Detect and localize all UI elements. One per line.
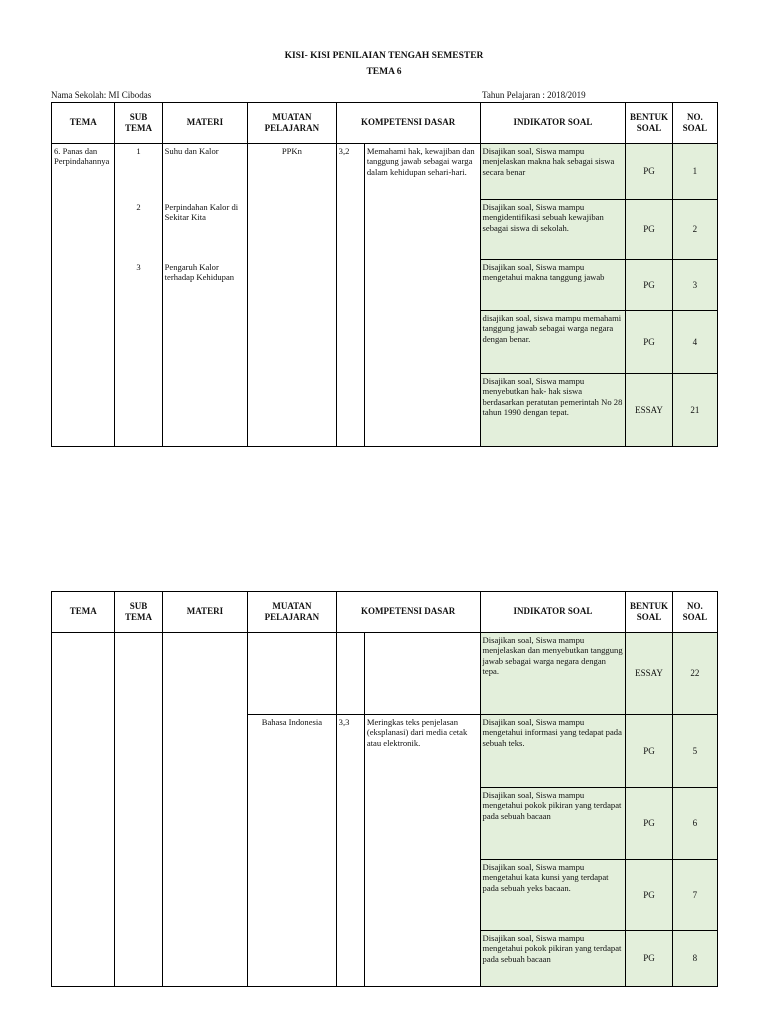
subtema-cell: 2 [115,200,162,260]
header-no: NO. SOAL [672,103,717,144]
no-soal-cell: 5 [672,715,717,788]
subtema-cell [115,374,162,447]
muatan-cell [248,633,337,715]
kd-text-cell [364,633,480,715]
tema-cell: 6. Panas dan Perpindahannya [52,144,115,447]
no-soal-cell: 21 [672,374,717,447]
subtema-cell: 3 [115,260,162,311]
subtema-cell [115,311,162,374]
materi-cell [162,374,248,447]
no-soal-cell: 22 [672,633,717,715]
header-kompetensi: KOMPETENSI DASAR [336,103,480,144]
bentuk-cell: PG [626,860,672,931]
header-kompetensi: KOMPETENSI DASAR [336,592,480,633]
bentuk-cell: PG [626,931,672,987]
table-header-row [52,103,718,144]
bentuk-cell: PG [626,144,672,200]
indikator-cell: Disajikan soal, Siswa mampu menjelaskan makna hak sebagai siswa secara benar [480,144,626,200]
indikator-cell: Disajikan soal, Siswa mampu mengetahui pokok pikiran yang terdapat pada sebuah bacaan [480,788,626,860]
subtema-cell [115,633,162,987]
header-bentuk: BENTUK SOAL [626,103,672,144]
kd-number-cell [336,633,364,715]
document-subtitle: TEMA 6 [366,67,402,77]
no-soal-cell: 3 [672,260,717,311]
table-header-row [52,592,718,633]
bentuk-cell: PG [626,788,672,860]
materi-cell: Perpindahan Kalor di Sekitar Kita [162,200,248,260]
indikator-cell: Disajikan soal, Siswa mampu menyebutkan hak- hak siswa berdasarkan peratutan pemerintah No 28 tahun 1990 dengan tepat. [480,374,626,447]
indikator-cell: Disajikan soal, Siswa mampu mengetahui pokok pikiran yang terdapat pada sebuah bacaan [480,931,626,987]
bentuk-cell: PG [626,715,672,788]
kisi-table-1 [51,102,718,447]
bentuk-cell: ESSAY [626,374,672,447]
indikator-cell: Disajikan soal, Siswa mampu mengetahui kata kunsi yang terdapat pada sebuah yeks bacaan. [480,860,626,931]
no-soal-cell: 7 [672,860,717,931]
kd-number-cell: 3,2 [336,144,364,447]
header-subtema: SUB TEMA [115,103,162,144]
header-tema: TEMA [52,592,115,633]
header-indikator: INDIKATOR SOAL [480,103,626,144]
materi-cell: Pengaruh Kalor terhadap Kehidupan [162,260,248,311]
muatan-cell: PPKn [248,144,337,447]
no-soal-cell: 6 [672,788,717,860]
header-indikator: INDIKATOR SOAL [480,592,626,633]
school-name: Nama Sekolah: MI Cibodas [51,90,152,100]
bentuk-cell: PG [626,260,672,311]
materi-cell [162,633,248,987]
bentuk-cell: ESSAY [626,633,672,715]
header-no: NO. SOAL [672,592,717,633]
table-row [52,144,718,200]
bentuk-cell: PG [626,200,672,260]
header-tema: TEMA [52,103,115,144]
indikator-cell: Disajikan soal, Siswa mampu mengidentifikasi sebuah kewajiban sebagai siswa di sekolah. [480,200,626,260]
no-soal-cell: 4 [672,311,717,374]
table-row [52,633,718,715]
header-muatan: MUATAN PELAJARAN [248,592,337,633]
indikator-cell: Disajikan soal, Siswa mampu menjelaskan dan menyebutkan tanggung jawab sebagai warga negara dengan tepa. [480,633,626,715]
indikator-cell: Disajikan soal, Siswa mampu mengetahui informasi yang tedapat pada sebuah teks. [480,715,626,788]
school-year: Tahun Pelajaran : 2018/2019 [482,90,586,100]
header-bentuk: BENTUK SOAL [626,592,672,633]
materi-cell: Suhu dan Kalor [162,144,248,200]
header-materi: MATERI [162,592,248,633]
kd-text-cell: Memahami hak, kewajiban dan tanggung jawab sebagai warga dalam kehidupan sehari-hari. [364,144,480,447]
header-materi: MATERI [162,103,248,144]
document-title: KISI- KISI PENILAIAN TENGAH SEMESTER [284,51,484,61]
indikator-cell: Disajikan soal, Siswa mampu mengetahui makna tanggung jawab [480,260,626,311]
materi-cell [162,311,248,374]
kd-text-cell: Meringkas teks penjelasan (eksplanasi) dari media cetak atau elektronik. [364,715,480,987]
indikator-cell: disajikan soal, siswa mampu memahami tanggung jawab sebagai warga negara dengan benar. [480,311,626,374]
kisi-table-2 [51,591,718,987]
tema-cell [52,633,115,987]
no-soal-cell: 8 [672,931,717,987]
kd-number-cell: 3,3 [336,715,364,987]
no-soal-cell: 2 [672,200,717,260]
header-muatan: MUATAN PELAJARAN [248,103,337,144]
muatan-cell: Bahasa Indonesia [248,715,337,987]
bentuk-cell: PG [626,311,672,374]
no-soal-cell: 1 [672,144,717,200]
subtema-cell: 1 [115,144,162,200]
header-subtema: SUB TEMA [115,592,162,633]
